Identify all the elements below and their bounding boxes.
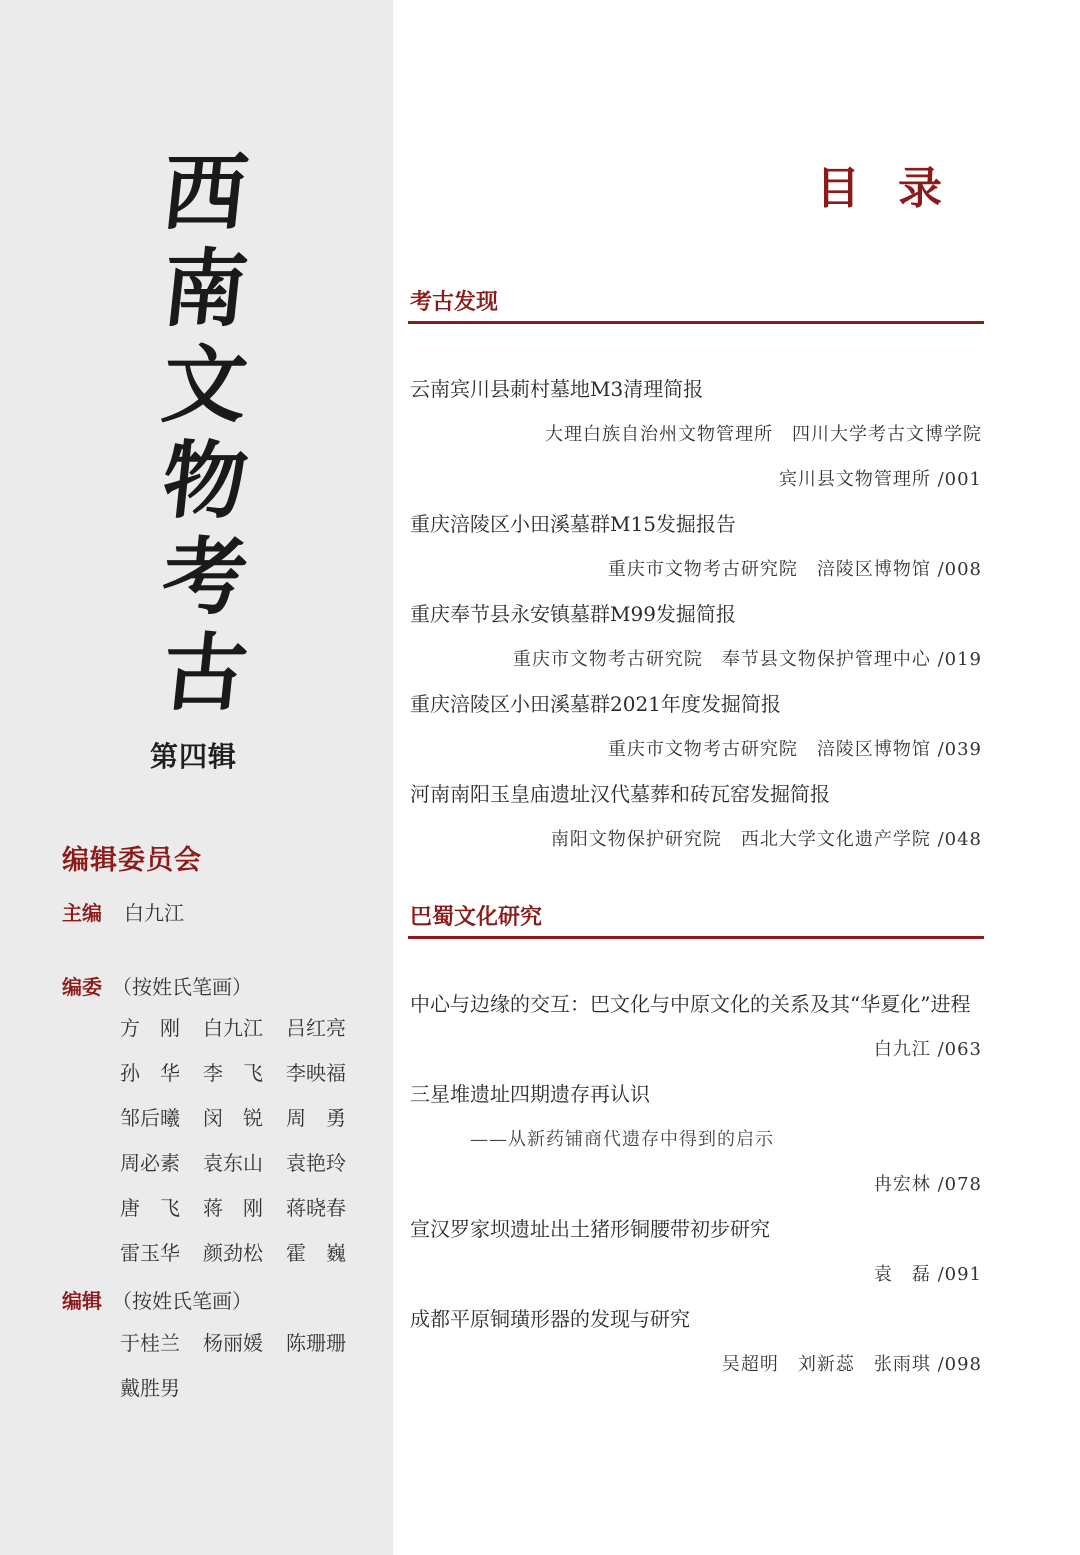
member-name: 闵 锐 bbox=[203, 1106, 263, 1130]
toc-entry-authors: 冉宏林 /078 bbox=[873, 1174, 982, 1195]
members-row bbox=[120, 1193, 369, 1238]
members-row bbox=[120, 1148, 369, 1193]
member-name: 白九江 bbox=[203, 1016, 263, 1040]
member-name: 袁艳玲 bbox=[286, 1151, 346, 1175]
toc-entry-title[interactable]: 宣汉罗家坝遗址出土猪形铜腰带初步研究 bbox=[410, 1217, 770, 1241]
toc-entry-authors: 南阳文物保护研究院 西北大学文化遗产学院 /048 bbox=[550, 829, 982, 850]
editors-list bbox=[120, 1328, 369, 1418]
member-name: 李映福 bbox=[286, 1061, 346, 1085]
toc-entry-title[interactable]: 三星堆遗址四期遗存再认识 bbox=[410, 1082, 650, 1106]
title-char: 考 bbox=[157, 527, 253, 626]
section-divider bbox=[408, 321, 984, 324]
member-name: 蒋 刚 bbox=[203, 1196, 263, 1220]
member-name: 方 刚 bbox=[120, 1016, 180, 1040]
editors-row bbox=[120, 1328, 369, 1373]
members-note: （按姓氏笔画） bbox=[112, 975, 252, 999]
toc-entry-authors: 袁 磊 /091 bbox=[873, 1264, 982, 1285]
editors-label: 编辑 bbox=[62, 1289, 102, 1313]
journal-title bbox=[150, 145, 260, 721]
member-name: 霍 巍 bbox=[286, 1241, 346, 1265]
member-name: 周必素 bbox=[120, 1151, 180, 1175]
member-name: 颜劲松 bbox=[203, 1241, 263, 1265]
members-label: 编委 bbox=[62, 975, 102, 999]
editor-name: 于桂兰 bbox=[120, 1331, 180, 1355]
toc-heading: 目录 bbox=[816, 163, 980, 214]
members-row bbox=[120, 1013, 369, 1058]
member-name: 袁东山 bbox=[203, 1151, 263, 1175]
volume-label: 第四辑 bbox=[150, 740, 238, 773]
editor-name: 陈珊珊 bbox=[286, 1331, 346, 1355]
member-name: 雷玉华 bbox=[120, 1241, 180, 1265]
board-title: 编辑委员会 bbox=[62, 845, 202, 876]
editors-row bbox=[120, 1373, 369, 1418]
toc-entry-title[interactable]: 云南宾川县莿村墓地M3清理简报 bbox=[410, 377, 704, 401]
members-row bbox=[120, 1103, 369, 1148]
member-name: 吕红亮 bbox=[286, 1016, 346, 1040]
toc-entry-title[interactable]: 重庆奉节县永安镇墓群M99发掘简报 bbox=[410, 602, 736, 626]
section-divider bbox=[408, 936, 984, 939]
toc-entry-authors: 重庆市文物考古研究院 涪陵区博物馆 /039 bbox=[607, 739, 982, 760]
member-name: 李 飞 bbox=[203, 1061, 263, 1085]
toc-entry-authors: 重庆市文物考古研究院 涪陵区博物馆 /008 bbox=[607, 559, 982, 580]
chief-editor-label: 主编 bbox=[62, 901, 102, 925]
toc-entry-authors: 重庆市文物考古研究院 奉节县文物保护管理中心 /019 bbox=[512, 649, 982, 670]
toc-entry-title[interactable]: 重庆涪陵区小田溪墓群2021年度发掘简报 bbox=[410, 692, 781, 716]
toc-entry-authors: 吴超明 刘新蕊 张雨琪 /098 bbox=[721, 1354, 982, 1375]
members-row bbox=[120, 1058, 369, 1103]
member-name: 孙 华 bbox=[120, 1061, 180, 1085]
members-list bbox=[120, 1013, 369, 1283]
editors-note: （按姓氏笔画） bbox=[112, 1289, 252, 1313]
member-name: 邹后曦 bbox=[120, 1106, 180, 1130]
section-title: 巴蜀文化研究 bbox=[410, 904, 543, 930]
toc-entry-title[interactable]: 成都平原铜璜形器的发现与研究 bbox=[410, 1307, 690, 1331]
title-char: 古 bbox=[157, 623, 253, 722]
toc-entry-authors: 宾川县文物管理所 /001 bbox=[778, 469, 982, 490]
member-name: 唐 飞 bbox=[120, 1196, 180, 1220]
editor-name: 戴胜男 bbox=[120, 1376, 180, 1400]
member-name: 周 勇 bbox=[286, 1106, 346, 1130]
title-char: 物 bbox=[157, 431, 253, 530]
title-char: 文 bbox=[157, 335, 253, 434]
toc-entry-title[interactable]: 中心与边缘的交互：巴文化与中原文化的关系及其“华夏化”进程 bbox=[410, 992, 971, 1016]
toc-entry-authors: 白九江 /063 bbox=[873, 1039, 982, 1060]
toc-entry-title[interactable]: 河南南阳玉皇庙遗址汉代墓葬和砖瓦窑发掘简报 bbox=[410, 782, 830, 806]
editor-name: 杨丽媛 bbox=[203, 1331, 263, 1355]
toc-entry-subtitle: ——从新药铺商代遗存中得到的启示 bbox=[470, 1129, 774, 1150]
section-title: 考古发现 bbox=[410, 289, 499, 315]
chief-editor-name: 白九江 bbox=[124, 901, 184, 925]
title-char: 西 bbox=[157, 143, 253, 242]
toc-entry-authors: 大理白族自治州文物管理所 四川大学考古文博学院 bbox=[545, 424, 982, 445]
members-row bbox=[120, 1238, 369, 1283]
member-name: 蒋晓春 bbox=[286, 1196, 346, 1220]
title-char: 南 bbox=[157, 239, 253, 338]
toc-entry-title[interactable]: 重庆涪陵区小田溪墓群M15发掘报告 bbox=[410, 512, 736, 536]
